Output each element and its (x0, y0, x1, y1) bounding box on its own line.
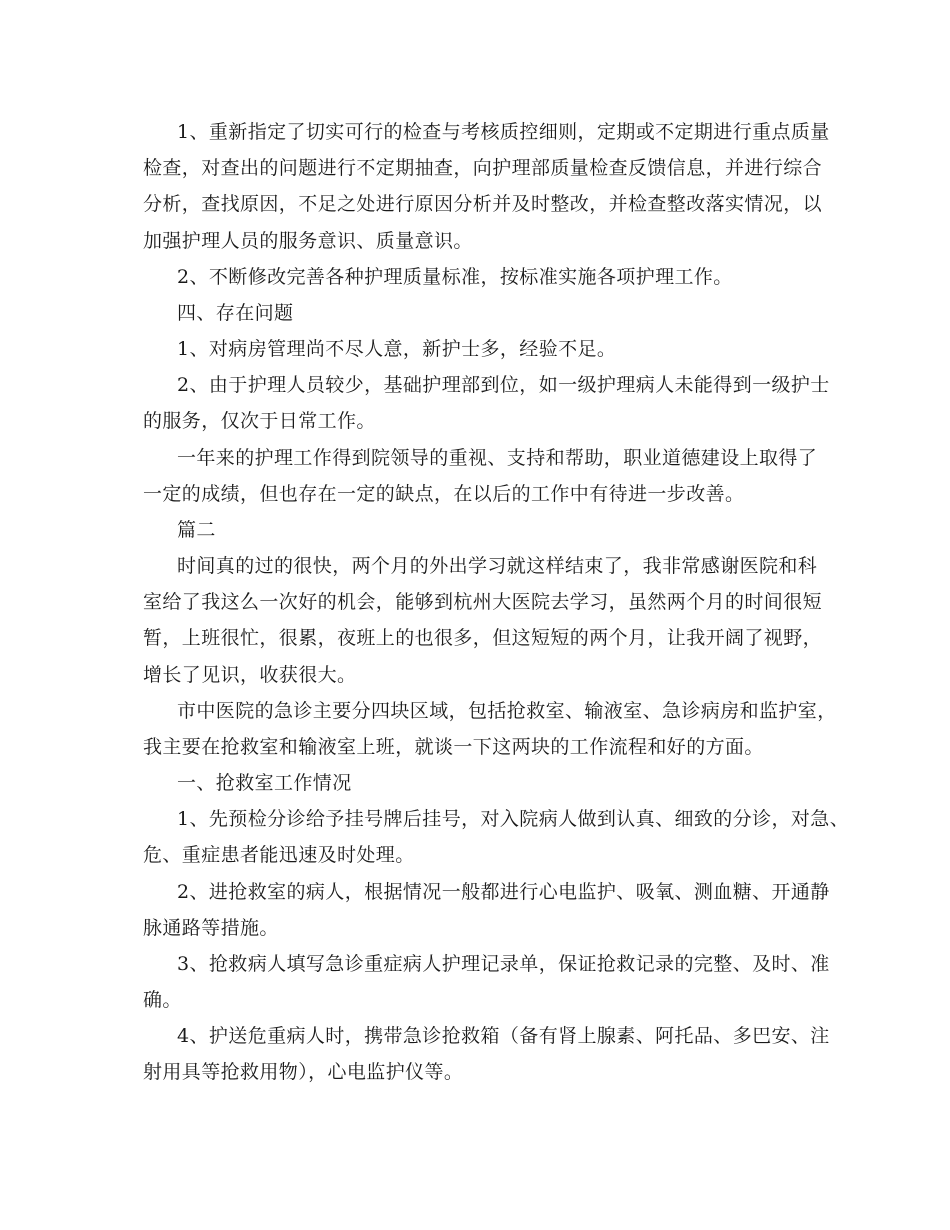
paragraph-line: 2、不断修改完善各种护理质量标准，按标准实施各项护理工作。 (177, 266, 733, 288)
section-heading: 四、存在问题 (177, 302, 294, 324)
paragraph-line: 室给了我这么一次好的机会，能够到杭州大医院去学习，虽然两个月的时间很短 (143, 591, 823, 613)
paragraph-line: 一年来的护理工作得到院领导的重视、支持和帮助，职业道德建设上取得了 (177, 447, 818, 469)
paragraph-line: 增长了见识，收获很大。 (143, 664, 357, 686)
paragraph-line: 确。 (143, 989, 182, 1011)
paragraph-line: 分析，查找原因，不足之处进行原因分析并及时整改，并检查整改落实情况，以 (143, 193, 823, 215)
paragraph-line: 1、对病房管理尚不尽人意，新护士多，经验不足。 (177, 338, 617, 360)
paragraph-line: 1、重新指定了切实可行的检查与考核质控细则，定期或不定期进行重点质量 (177, 121, 830, 143)
paragraph-line: 脉通路等措施。 (143, 917, 279, 939)
paragraph-line: 检查，对查出的问题进行不定期抽查，向护理部质量检查反馈信息，并进行综合 (143, 157, 823, 179)
paragraph-line: 时间真的过的很快，两个月的外出学习就这样结束了，我非常感谢医院和科 (177, 555, 818, 577)
paragraph-line: 加强护理人员的服务意识、质量意识。 (143, 230, 473, 252)
paragraph-line: 我主要在抢救室和输液室上班，就谈一下这两块的工作流程和好的方面。 (143, 736, 764, 758)
paragraph-line: 2、由于护理人员较少，基础护理部到位，如一级护理病人未能得到一级护士 (177, 374, 830, 396)
paragraph-line: 射用具等抢救用物），心电监护仪等。 (143, 1061, 464, 1083)
paragraph-line: 市中医院的急诊主要分四块区域，包括抢救室、输液室、急诊病房和监护室， (177, 700, 837, 722)
paragraph-line: 4、护送危重病人时，携带急诊抢救箱（备有肾上腺素、阿托品、多巴安、注 (177, 1025, 830, 1047)
paragraph-line: 暂，上班很忙，很累，夜班上的也很多，但这短短的两个月，让我开阔了视野， (143, 627, 823, 649)
paragraph-line: 3、抢救病人填写急诊重症病人护理记录单，保证抢救记录的完整、及时、准 (177, 953, 830, 975)
paragraph-line: 一定的成绩，但也存在一定的缺点，在以后的工作中有待进一步改善。 (143, 483, 745, 505)
section-heading: 篇二 (177, 519, 216, 541)
paragraph-line: 2、进抢救室的病人，根据情况一般都进行心电监护、吸氧、测血糖、开通静 (177, 881, 830, 903)
paragraph-line: 的服务，仅次于日常工作。 (143, 410, 376, 432)
section-heading: 一、抢救室工作情况 (177, 772, 352, 794)
paragraph-line: 危、重症患者能迅速及时处理。 (143, 844, 415, 866)
paragraph-line: 1、先预检分诊给予挂号牌后挂号，对入院病人做到认真、细致的分诊，对急、 (177, 808, 850, 830)
